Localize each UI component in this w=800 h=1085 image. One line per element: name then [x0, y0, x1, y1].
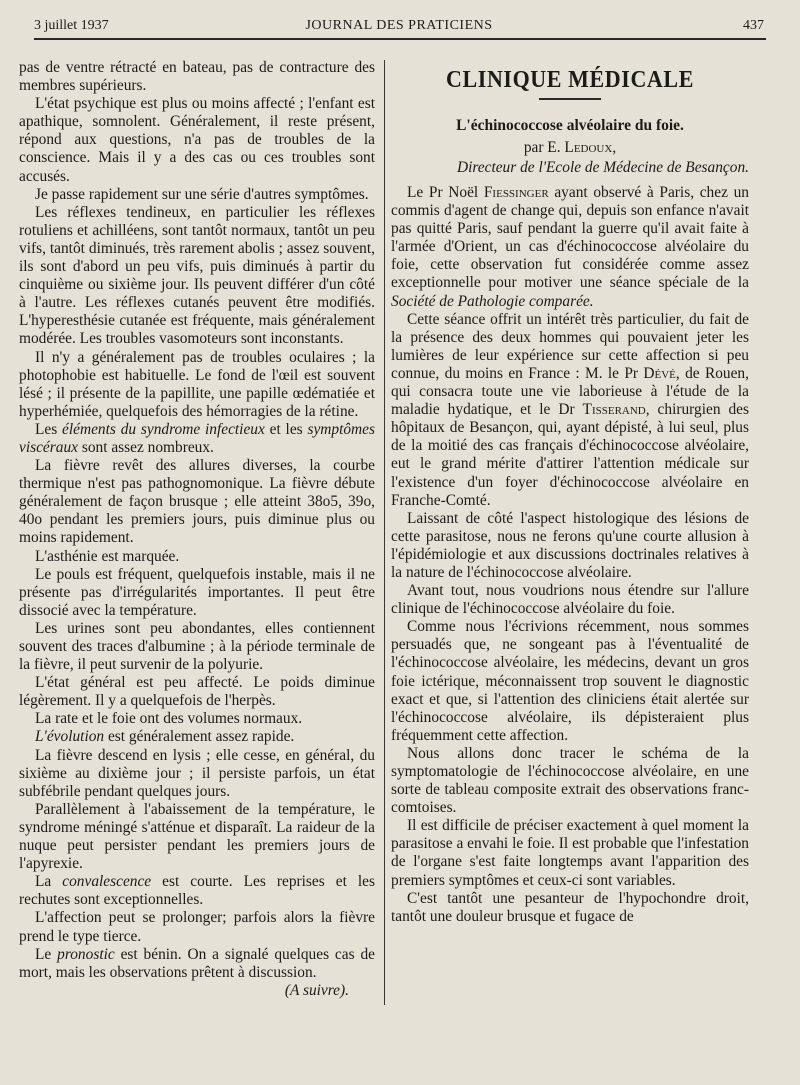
- paragraph: Comme nous l'écrivions récemment, nous sommes persuadés que, ne songeant pas à l'éventualité de l'échinococcose alvéolaire, les médecins, devant un gros foie ictérique, méconnaissent trop souvent le diagnostic exact et que, si l'attention des cliniciens était alertée sur l'échinococcose alvéolaire, ils dépisteraient plus fréquemment cette affection.: [391, 618, 749, 744]
- column-divider: [384, 60, 385, 1005]
- italic-text: convalescence: [62, 873, 152, 891]
- paragraph: [19, 421, 375, 457]
- text: par E.: [523, 139, 565, 156]
- paragraph: [391, 184, 749, 311]
- journal-title: JOURNAL DES PRATICIENS: [305, 18, 493, 33]
- paragraph: Il n'y a généralement pas de troubles oculaires ; la photophobie est habituelle. Le fond de l'œil est souvent lésé ; il présente de la papillite, une papille œdématiée et hyperhémiée, quelquefois des hémorragies de la rétine.: [19, 348, 375, 420]
- paragraph: La fièvre revêt des allures diverses, la courbe thermique n'est pas pathognomonique. La fièvre débute généralement de façon brusque ; elle atteint 38o5, 39o, 40o pendant les premiers jours, puis diminue plus ou moins rapidement.: [19, 457, 375, 547]
- paragraph: [19, 728, 375, 746]
- italic-text: éléments du syndrome infectieux: [62, 420, 265, 438]
- person-name: Tisserand: [582, 401, 646, 419]
- paragraph: Nous allons donc tracer le schéma de la symptomatologie de l'échinococcose alvéolaire, en une sorte de tableau composite extrait des observations franc-comtoises.: [391, 744, 749, 817]
- paragraph: L'état psychique est plus ou moins affecté ; l'enfant est apathique, somnolent. Généralement, il reste présent, répond aux questions, n'a pas de troubles de la conscience. Mais il y a des cas ou ces troubles sont accusés.: [19, 95, 375, 185]
- paragraph: Parallèlement à l'abaissement de la température, le syndrome méningé s'atténue et disparaît. La raideur de la nuque peut persister pendant les premiers jours de l'apyrexie.: [19, 800, 375, 873]
- italic-text: Société de Pathologie comparée.: [391, 292, 594, 310]
- italic-text: pronostic: [57, 945, 115, 963]
- paragraph: L'asthénie est marquée.: [35, 547, 180, 565]
- italic-text: L'évolution: [35, 728, 105, 746]
- paragraph: L'affection peut se prolonger; parfois alors la fièvre prend le type tierce.: [19, 909, 375, 945]
- author-byline: [391, 138, 749, 158]
- left-column: [19, 59, 375, 1000]
- text: ayant observé à Paris, chez un commis d'agent de change qui, depuis son enfance n'avait pas quitté Paris, sauf pendant la guerre qu'il avait faite à l'armée d'Orient, un cas d'échinococcose alvéolaire du foie, cette observation fut considérée comme assez exceptionnelle pour motiver une séance spéciale de la: [391, 184, 749, 292]
- running-header: [34, 18, 764, 38]
- paragraph: Le pouls est fréquent, quelquefois instable, mais il ne présente pas d'irrégularités importantes. Il peut être dissocié avec la température.: [19, 565, 375, 619]
- paragraph: Les réflexes tendineux, en particulier les réflexes rotuliens et achilléens, sont tantôt normaux, tantôt un peu vifs, tantôt diminués, très rarement abolis ; assez souvent, ils sont d'abord un peu vifs, puis diminués à partir du cinquième ou sixième jour. Ils peuvent différer d'un côté à l'autre. Les réflexes cutanés peuvent être modifiés. L'hyperesthésie cutanée est fréquente, mais généralement modérée. Les troubles vasomoteurs sont inconstants.: [19, 203, 375, 348]
- text: Cette séance offrit un intérêt très particulier, du fait de la présence des deux hommes qui pouvaient jeter les lumières de leur expérience sur cette affection si peu connue, du moins en France : M. le Pr: [391, 310, 749, 382]
- article-title: L'échinococcose alvéolaire du foie.: [456, 117, 684, 134]
- person-name: Dévé: [643, 364, 676, 382]
- text: sont assez nombreux.: [77, 438, 214, 456]
- header-date: 3 juillet 1937: [34, 18, 109, 33]
- paragraph: Les urines sont peu abondantes, elles contiennent souvent des traces d'albumine ; à la période terminale de la fièvre, il peut survenir de la polyurie.: [19, 619, 375, 674]
- text: Les: [35, 420, 63, 438]
- italic-text: (A suivre).: [284, 981, 349, 999]
- section-heading: CLINIQUE MÉDICALE: [446, 64, 694, 93]
- paragraph: Avant tout, nous voudrions nous étendre sur l'allure clinique de l'échinococcose alvéolaire du foie.: [391, 582, 749, 618]
- paragraph: La fièvre descend en lysis ; elle cesse, en général, du sixième au dixième jour ; il persiste parfois, un état subfébrile pendant quelques jours.: [19, 746, 375, 800]
- italic-text: symptômes viscéraux: [19, 420, 375, 456]
- paragraph: C'est tantôt une pesanteur de l'hypochondre droit, tantôt une douleur brusque et fugace de: [391, 889, 749, 925]
- header-rule: [34, 38, 766, 40]
- text: Le: [35, 945, 58, 963]
- paragraph: Je passe rapidement sur une série d'autres symptômes.: [35, 185, 369, 203]
- author-affiliation: Directeur de l'Ecole de Médecine de Besançon.: [456, 159, 749, 176]
- text: , de Rouen, qui consacra toute une vie laborieuse à l'étude de la maladie hydatique, et le Dr: [391, 364, 749, 419]
- to-be-continued: [19, 982, 375, 1000]
- author-name: Ledoux: [564, 139, 613, 156]
- paragraph: [19, 946, 375, 982]
- paragraph: Laissant de côté l'aspect histologique des lésions de cette parasitose, nous ne ferons qu'une courte allusion à l'épidémiologie et aux discussions doctrinales relatives à la nature de l'échinococcose alvéolaire.: [391, 509, 749, 581]
- paragraph: [391, 311, 749, 510]
- text: Le Pr Noël: [407, 184, 484, 201]
- title-rule: [539, 98, 601, 100]
- paragraph: La rate et le foie ont des volumes normaux.: [35, 710, 303, 728]
- text: est courte. Les reprises et les rechutes sont exceptionnelles.: [19, 873, 375, 909]
- paragraph: pas de ventre rétracté en bateau, pas de contracture des membres supérieurs.: [19, 59, 375, 95]
- text: est généralement assez rapide.: [104, 728, 295, 746]
- text: La: [35, 873, 63, 891]
- text: ,: [612, 139, 617, 156]
- text: est bénin. On a signalé quelques cas de mort, mais les observations prêtent à discussion.: [19, 945, 375, 981]
- page-number: 437: [743, 18, 764, 33]
- paragraph: L'état général est peu affecté. Le poids diminue légèrement. Il y a quelquefois de l'herpès.: [19, 674, 375, 710]
- text: et les: [264, 420, 308, 438]
- paragraph: Il est difficile de préciser exactement à quel moment la parasitose a envahi le foie. Il est probable que l'infestation de l'organe s'est faite longtemps avant l'apparition des premiers symptômes et ceux-ci sont variables.: [391, 817, 749, 889]
- person-name: Fiessinger: [483, 184, 549, 201]
- right-column: [391, 59, 749, 926]
- text: , chirurgien des hôpitaux de Besançon, qui, ayant dépisté, à lui seul, plus de la moitié des cas français d'échinococcose alvéolaire, eut le grand mérite d'attirer l'attention médicale sur l'existence d'un foyer d'échinococcose alvéolaire en Franche-Comté.: [391, 401, 749, 509]
- paragraph: [19, 873, 375, 909]
